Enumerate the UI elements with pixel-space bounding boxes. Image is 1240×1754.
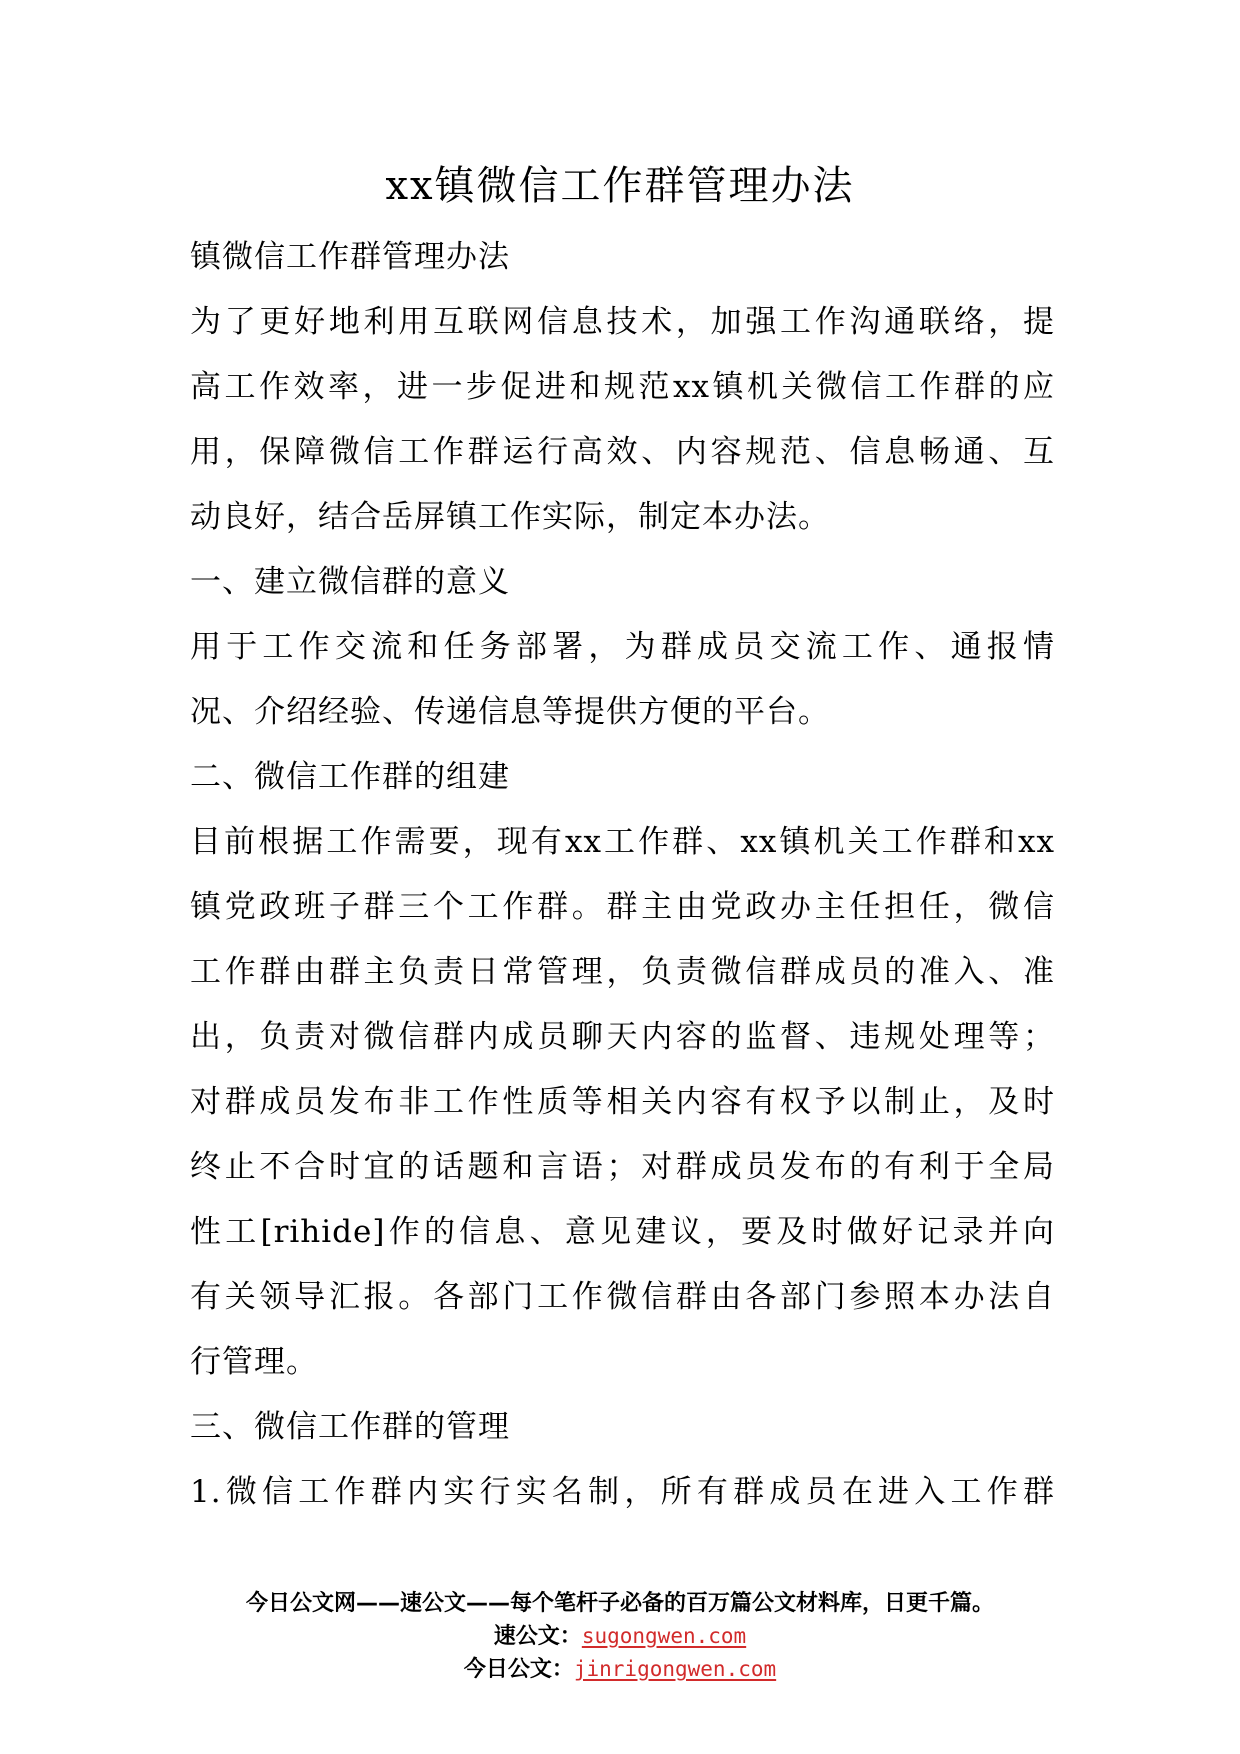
body-line: 有关领导汇报。各部门工作微信群由各部门参照本办法自 — [190, 1279, 1055, 1315]
body-line: 况、介绍经验、传递信息等提供方便的平台。 — [190, 694, 830, 730]
footer-link-row-jinrigongwen — [0, 1653, 1240, 1686]
body-line: 出，负责对微信群内成员聊天内容的监督、违规处理等； — [190, 1019, 1055, 1055]
footer — [0, 1588, 1240, 1686]
body-line: 对群成员发布非工作性质等相关内容有权予以制止，及时 — [190, 1084, 1055, 1120]
footer-link-row-sugongwen — [0, 1620, 1240, 1653]
document-body — [190, 225, 1055, 1525]
section-heading-3: 三、微信工作群的管理 — [190, 1409, 510, 1445]
section-heading-1: 一、建立微信群的意义 — [190, 564, 510, 600]
section-heading-2: 二、微信工作群的组建 — [190, 759, 510, 795]
body-line: 工作群由群主负责日常管理，负责微信群成员的准入、准 — [190, 954, 1055, 990]
jinrigongwen-link[interactable]: jinrigongwen.com — [573, 1657, 777, 1681]
body-line: 终止不合时宜的话题和言语；对群成员发布的有利于全局 — [190, 1149, 1055, 1185]
footer-link-label: 今日公文： — [463, 1657, 574, 1682]
body-line: 行管理。 — [190, 1344, 318, 1380]
body-line: 用于工作交流和任务部署，为群成员交流工作、通报情 — [190, 629, 1055, 665]
footer-link-label: 速公文： — [493, 1624, 582, 1649]
sugongwen-link[interactable]: sugongwen.com — [581, 1624, 747, 1648]
body-line: 动良好，结合岳屏镇工作实际，制定本办法。 — [190, 499, 830, 535]
footer-slogan: 今日公文网——速公文——每个笔杆子必备的百万篇公文材料库，日更千篇。 — [245, 1591, 994, 1616]
body-line: 为了更好地利用互联网信息技术，加强工作沟通联络，提 — [190, 304, 1055, 340]
body-line: 镇微信工作群管理办法 — [190, 239, 510, 275]
body-line: 目前根据工作需要，现有xx工作群、xx镇机关工作群和xx — [190, 824, 1055, 860]
body-line: 高工作效率，进一步促进和规范xx镇机关微信工作群的应 — [190, 369, 1055, 405]
body-line: 1.微信工作群内实行实名制，所有群成员在进入工作群 — [190, 1474, 1055, 1510]
body-line: 性工[rihide]作的信息、意见建议，要及时做好记录并向 — [190, 1214, 1055, 1250]
document-title: xx镇微信工作群管理办法 — [385, 163, 855, 209]
body-line: 用，保障微信工作群运行高效、内容规范、信息畅通、互 — [190, 434, 1055, 470]
body-line: 镇党政班子群三个工作群。群主由党政办主任担任，微信 — [190, 889, 1055, 925]
